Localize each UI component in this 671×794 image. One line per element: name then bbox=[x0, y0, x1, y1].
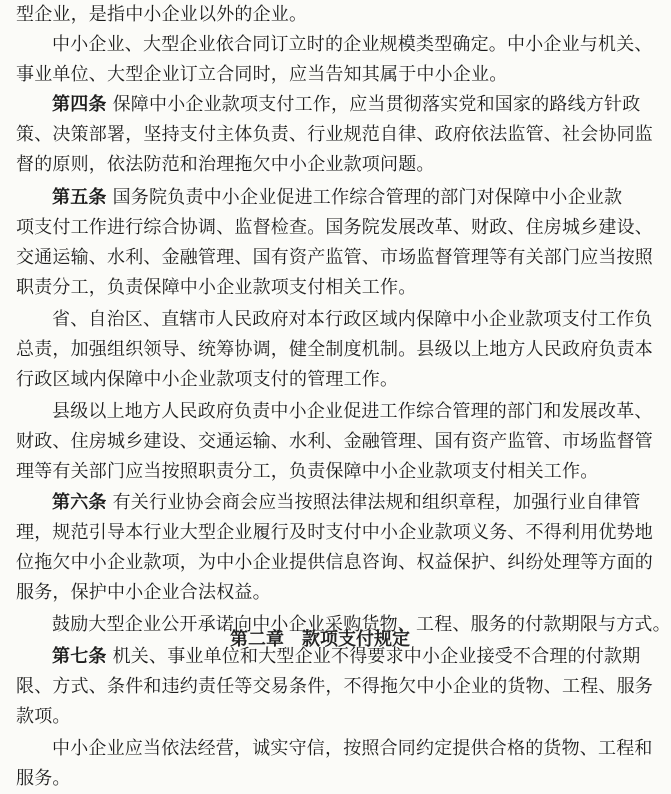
line-text: 职责分工，负责保障中小企业款项支付相关工作。 bbox=[16, 277, 417, 298]
text-line bbox=[16, 0, 640, 30]
line-text: 中小企业、大型企业依合同订立时的企业规模类型确定。中小企业与机关、 bbox=[52, 34, 653, 55]
line-text: 型企业，是指中小企业以外的企业。 bbox=[16, 4, 308, 25]
line-text: 国务院负责中小企业促进工作综合管理的部门对保障中小企业款 bbox=[112, 187, 623, 208]
text-line bbox=[16, 548, 653, 578]
line-text: 保障中小企业款项支付工作，应当贯彻落实党和国家的路线方针政 bbox=[112, 94, 641, 115]
text-line bbox=[16, 60, 640, 90]
line-text: 行政区域内保障中小企业款项支付的管理工作。 bbox=[16, 369, 399, 390]
text-line bbox=[16, 213, 653, 243]
text-line bbox=[16, 457, 640, 487]
text-line bbox=[52, 488, 640, 518]
line-text: 机关、事业单位和大型企业不得要求中小企业接受不合理的付款期 bbox=[112, 646, 641, 667]
text-line bbox=[16, 150, 640, 180]
text-line bbox=[16, 518, 653, 548]
line-text: 财政、住房城乡建设、交通运输、水利、金融管理、国有资产监管、市场监督管 bbox=[16, 431, 653, 452]
line-text: 有关行业协会商会应当按照法律法规和组织章程，加强行业自律管 bbox=[112, 492, 641, 513]
line-text: 督的原则，依法防范和治理拖欠中小企业款项问题。 bbox=[16, 154, 435, 175]
text-line bbox=[16, 427, 653, 457]
article-number: 第五条 bbox=[52, 187, 107, 208]
text-line bbox=[52, 305, 653, 335]
text-line bbox=[16, 702, 640, 732]
text-line bbox=[16, 335, 653, 365]
line-text: 总责，加强组织领导、统筹协调，健全制度机制。县级以上地方人民政府负责本 bbox=[16, 339, 653, 360]
line-text: 项支付工作进行综合协调、监督检查。国务院发展改革、财政、住房城乡建设、 bbox=[16, 217, 653, 238]
chapter-heading: 第二章 款项支付规定 bbox=[230, 629, 410, 650]
text-line bbox=[16, 365, 640, 395]
line-text: 理，规范引导本行业大型企业履行及时支付中小企业款项义务、不得利用优势地 bbox=[16, 522, 653, 543]
line-text: 理等有关部门应当按照职责分工，负责保障中小企业款项支付相关工作。 bbox=[16, 461, 599, 482]
line-text: 省、自治区、直辖市人民政府对本行政区域内保障中小企业款项支付工作负 bbox=[52, 309, 653, 330]
article-number: 第七条 bbox=[52, 646, 107, 667]
text-line bbox=[52, 30, 653, 60]
text-line bbox=[52, 397, 653, 427]
text-line bbox=[16, 672, 653, 702]
line-text: 中小企业应当依法经营，诚实守信，按照合同约定提供合格的货物、工程和 bbox=[52, 738, 653, 759]
article-number: 第六条 bbox=[52, 492, 107, 513]
line-text: 县级以上地方人民政府负责中小企业促进工作综合管理的部门和发展改革、 bbox=[52, 401, 653, 422]
line-text: 位拖欠中小企业款项，为中小企业提供信息咨询、权益保护、纠纷处理等方面的 bbox=[16, 552, 653, 573]
text-line bbox=[52, 734, 653, 764]
text-line bbox=[52, 183, 640, 213]
line-text: 限、方式、条件和违约责任等交易条件，不得拖欠中小企业的货物、工程、服务 bbox=[16, 676, 653, 697]
line-text: 策、决策部署，坚持支付主体负责、行业规范自律、政府依法监管、社会协同监 bbox=[16, 124, 653, 145]
line-text: 鼓励大型企业公开承诺向中小企业采购货物、工程、服务的付款期限与方式。 bbox=[52, 614, 671, 635]
text-line bbox=[52, 90, 640, 120]
line-text: 交通运输、水利、金融管理、国有资产监管、市场监督管理等有关部门应当按照 bbox=[16, 247, 653, 268]
text-line bbox=[16, 120, 653, 150]
text-line bbox=[16, 764, 640, 794]
text-line bbox=[16, 578, 640, 608]
text-line bbox=[16, 273, 640, 303]
text-line bbox=[16, 243, 653, 273]
line-text: 事业单位、大型企业订立合同时，应当告知其属于中小企业。 bbox=[16, 64, 508, 85]
line-text: 服务，保护中小企业合法权益。 bbox=[16, 582, 271, 603]
line-text: 款项。 bbox=[16, 706, 71, 727]
line-text: 服务。 bbox=[16, 768, 71, 789]
article-number: 第四条 bbox=[52, 94, 107, 115]
